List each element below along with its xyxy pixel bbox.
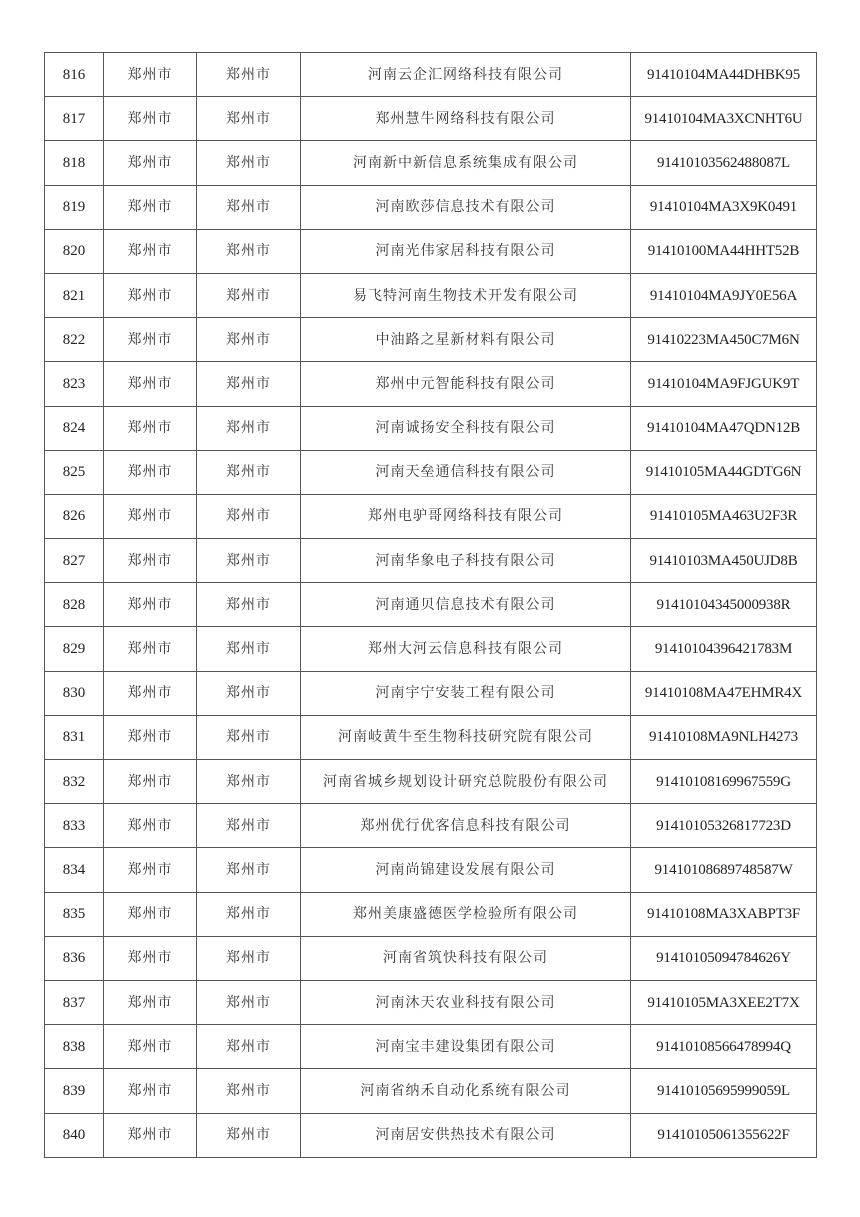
district-cell: 郑州市 [197, 185, 301, 229]
company-name-cell: 郑州大河云信息科技有限公司 [301, 627, 631, 671]
company-name-cell: 河南光伟家居科技有限公司 [301, 229, 631, 273]
table-row [45, 362, 817, 406]
city-cell: 郑州市 [104, 97, 197, 141]
row-number-cell: 824 [45, 406, 104, 450]
company-name-cell: 河南尚锦建设发展有限公司 [301, 848, 631, 892]
company-name-cell: 河南沐天农业科技有限公司 [301, 980, 631, 1024]
city-cell: 郑州市 [104, 627, 197, 671]
district-cell: 郑州市 [197, 141, 301, 185]
table-row [45, 494, 817, 538]
district-cell: 郑州市 [197, 627, 301, 671]
row-number-cell: 820 [45, 229, 104, 273]
row-number-cell: 834 [45, 848, 104, 892]
row-number-cell: 832 [45, 760, 104, 804]
district-cell: 郑州市 [197, 53, 301, 97]
table-row [45, 671, 817, 715]
district-cell: 郑州市 [197, 1069, 301, 1113]
credit-code-cell: 91410108566478994Q [631, 1025, 817, 1069]
company-name-cell: 河南天垒通信科技有限公司 [301, 450, 631, 494]
row-number-cell: 837 [45, 980, 104, 1024]
row-number-cell: 819 [45, 185, 104, 229]
district-cell: 郑州市 [197, 229, 301, 273]
district-cell: 郑州市 [197, 715, 301, 759]
table-row [45, 980, 817, 1024]
credit-code-cell: 91410105326817723D [631, 804, 817, 848]
table-row [45, 97, 817, 141]
row-number-cell: 825 [45, 450, 104, 494]
city-cell: 郑州市 [104, 362, 197, 406]
district-cell: 郑州市 [197, 539, 301, 583]
city-cell: 郑州市 [104, 229, 197, 273]
credit-code-cell: 91410104MA3XCNHT6U [631, 97, 817, 141]
city-cell: 郑州市 [104, 760, 197, 804]
company-name-cell: 河南居安供热技术有限公司 [301, 1113, 631, 1157]
credit-code-cell: 91410105MA44GDTG6N [631, 450, 817, 494]
credit-code-cell: 91410108169967559G [631, 760, 817, 804]
table-row [45, 318, 817, 362]
row-number-cell: 839 [45, 1069, 104, 1113]
city-cell: 郑州市 [104, 936, 197, 980]
company-name-cell: 河南宇宁安装工程有限公司 [301, 671, 631, 715]
row-number-cell: 836 [45, 936, 104, 980]
district-cell: 郑州市 [197, 760, 301, 804]
table-row [45, 1113, 817, 1157]
table-row [45, 450, 817, 494]
table-row [45, 229, 817, 273]
credit-code-cell: 91410104MA3X9K0491 [631, 185, 817, 229]
table-row [45, 53, 817, 97]
company-name-cell: 郑州电驴哥网络科技有限公司 [301, 494, 631, 538]
district-cell: 郑州市 [197, 980, 301, 1024]
table-row [45, 892, 817, 936]
district-cell: 郑州市 [197, 406, 301, 450]
credit-code-cell: 91410104MA44DHBK95 [631, 53, 817, 97]
district-cell: 郑州市 [197, 804, 301, 848]
company-name-cell: 河南通贝信息技术有限公司 [301, 583, 631, 627]
district-cell: 郑州市 [197, 936, 301, 980]
credit-code-cell: 91410108689748587W [631, 848, 817, 892]
table-row [45, 760, 817, 804]
table-row [45, 273, 817, 317]
credit-code-cell: 91410104345000938R [631, 583, 817, 627]
table-row [45, 1025, 817, 1069]
row-number-cell: 822 [45, 318, 104, 362]
row-number-cell: 829 [45, 627, 104, 671]
credit-code-cell: 91410108MA9NLH4273 [631, 715, 817, 759]
district-cell: 郑州市 [197, 494, 301, 538]
credit-code-cell: 91410103MA450UJD8B [631, 539, 817, 583]
credit-code-cell: 91410100MA44HHT52B [631, 229, 817, 273]
company-name-cell: 河南新中新信息系统集成有限公司 [301, 141, 631, 185]
city-cell: 郑州市 [104, 1025, 197, 1069]
company-name-cell: 河南华象电子科技有限公司 [301, 539, 631, 583]
company-name-cell: 河南云企汇网络科技有限公司 [301, 53, 631, 97]
city-cell: 郑州市 [104, 804, 197, 848]
table-row [45, 583, 817, 627]
table-row [45, 185, 817, 229]
table-row [45, 804, 817, 848]
table-body [45, 53, 817, 1158]
table-row [45, 936, 817, 980]
district-cell: 郑州市 [197, 1113, 301, 1157]
company-name-cell: 河南省纳禾自动化系统有限公司 [301, 1069, 631, 1113]
credit-code-cell: 91410105695999059L [631, 1069, 817, 1113]
district-cell: 郑州市 [197, 97, 301, 141]
district-cell: 郑州市 [197, 671, 301, 715]
company-name-cell: 中油路之星新材料有限公司 [301, 318, 631, 362]
row-number-cell: 831 [45, 715, 104, 759]
city-cell: 郑州市 [104, 318, 197, 362]
city-cell: 郑州市 [104, 892, 197, 936]
credit-code-cell: 91410105061355622F [631, 1113, 817, 1157]
row-number-cell: 816 [45, 53, 104, 97]
city-cell: 郑州市 [104, 539, 197, 583]
row-number-cell: 823 [45, 362, 104, 406]
city-cell: 郑州市 [104, 141, 197, 185]
credit-code-cell: 91410104MA9JY0E56A [631, 273, 817, 317]
district-cell: 郑州市 [197, 273, 301, 317]
credit-code-cell: 91410105094784626Y [631, 936, 817, 980]
city-cell: 郑州市 [104, 671, 197, 715]
city-cell: 郑州市 [104, 450, 197, 494]
company-name-cell: 郑州中元智能科技有限公司 [301, 362, 631, 406]
row-number-cell: 838 [45, 1025, 104, 1069]
district-cell: 郑州市 [197, 362, 301, 406]
company-name-cell: 河南省筑快科技有限公司 [301, 936, 631, 980]
city-cell: 郑州市 [104, 980, 197, 1024]
company-name-cell: 河南欧莎信息技术有限公司 [301, 185, 631, 229]
credit-code-cell: 91410104MA47QDN12B [631, 406, 817, 450]
company-table [44, 52, 817, 1158]
credit-code-cell: 91410104396421783M [631, 627, 817, 671]
district-cell: 郑州市 [197, 892, 301, 936]
city-cell: 郑州市 [104, 848, 197, 892]
company-name-cell: 易飞特河南生物技术开发有限公司 [301, 273, 631, 317]
table-row [45, 1069, 817, 1113]
row-number-cell: 828 [45, 583, 104, 627]
company-name-cell: 河南岐黄牛至生物科技研究院有限公司 [301, 715, 631, 759]
city-cell: 郑州市 [104, 494, 197, 538]
district-cell: 郑州市 [197, 583, 301, 627]
row-number-cell: 833 [45, 804, 104, 848]
city-cell: 郑州市 [104, 1113, 197, 1157]
company-name-cell: 郑州美康盛德医学检验所有限公司 [301, 892, 631, 936]
city-cell: 郑州市 [104, 273, 197, 317]
credit-code-cell: 91410105MA3XEE2T7X [631, 980, 817, 1024]
table-row [45, 141, 817, 185]
row-number-cell: 817 [45, 97, 104, 141]
city-cell: 郑州市 [104, 715, 197, 759]
credit-code-cell: 91410108MA47EHMR4X [631, 671, 817, 715]
row-number-cell: 830 [45, 671, 104, 715]
row-number-cell: 840 [45, 1113, 104, 1157]
row-number-cell: 818 [45, 141, 104, 185]
city-cell: 郑州市 [104, 53, 197, 97]
district-cell: 郑州市 [197, 1025, 301, 1069]
company-name-cell: 郑州优行优客信息科技有限公司 [301, 804, 631, 848]
company-name-cell: 郑州慧牛网络科技有限公司 [301, 97, 631, 141]
district-cell: 郑州市 [197, 450, 301, 494]
company-name-cell: 河南诚扬安全科技有限公司 [301, 406, 631, 450]
row-number-cell: 835 [45, 892, 104, 936]
credit-code-cell: 91410104MA9FJGUK9T [631, 362, 817, 406]
document-page [44, 52, 817, 1158]
table-row [45, 406, 817, 450]
city-cell: 郑州市 [104, 1069, 197, 1113]
row-number-cell: 827 [45, 539, 104, 583]
company-name-cell: 河南省城乡规划设计研究总院股份有限公司 [301, 760, 631, 804]
company-name-cell: 河南宝丰建设集团有限公司 [301, 1025, 631, 1069]
table-row [45, 715, 817, 759]
credit-code-cell: 91410223MA450C7M6N [631, 318, 817, 362]
city-cell: 郑州市 [104, 583, 197, 627]
credit-code-cell: 91410105MA463U2F3R [631, 494, 817, 538]
district-cell: 郑州市 [197, 318, 301, 362]
city-cell: 郑州市 [104, 185, 197, 229]
row-number-cell: 826 [45, 494, 104, 538]
table-row [45, 627, 817, 671]
table-row [45, 848, 817, 892]
table-row [45, 539, 817, 583]
district-cell: 郑州市 [197, 848, 301, 892]
city-cell: 郑州市 [104, 406, 197, 450]
row-number-cell: 821 [45, 273, 104, 317]
credit-code-cell: 91410108MA3XABPT3F [631, 892, 817, 936]
credit-code-cell: 91410103562488087L [631, 141, 817, 185]
